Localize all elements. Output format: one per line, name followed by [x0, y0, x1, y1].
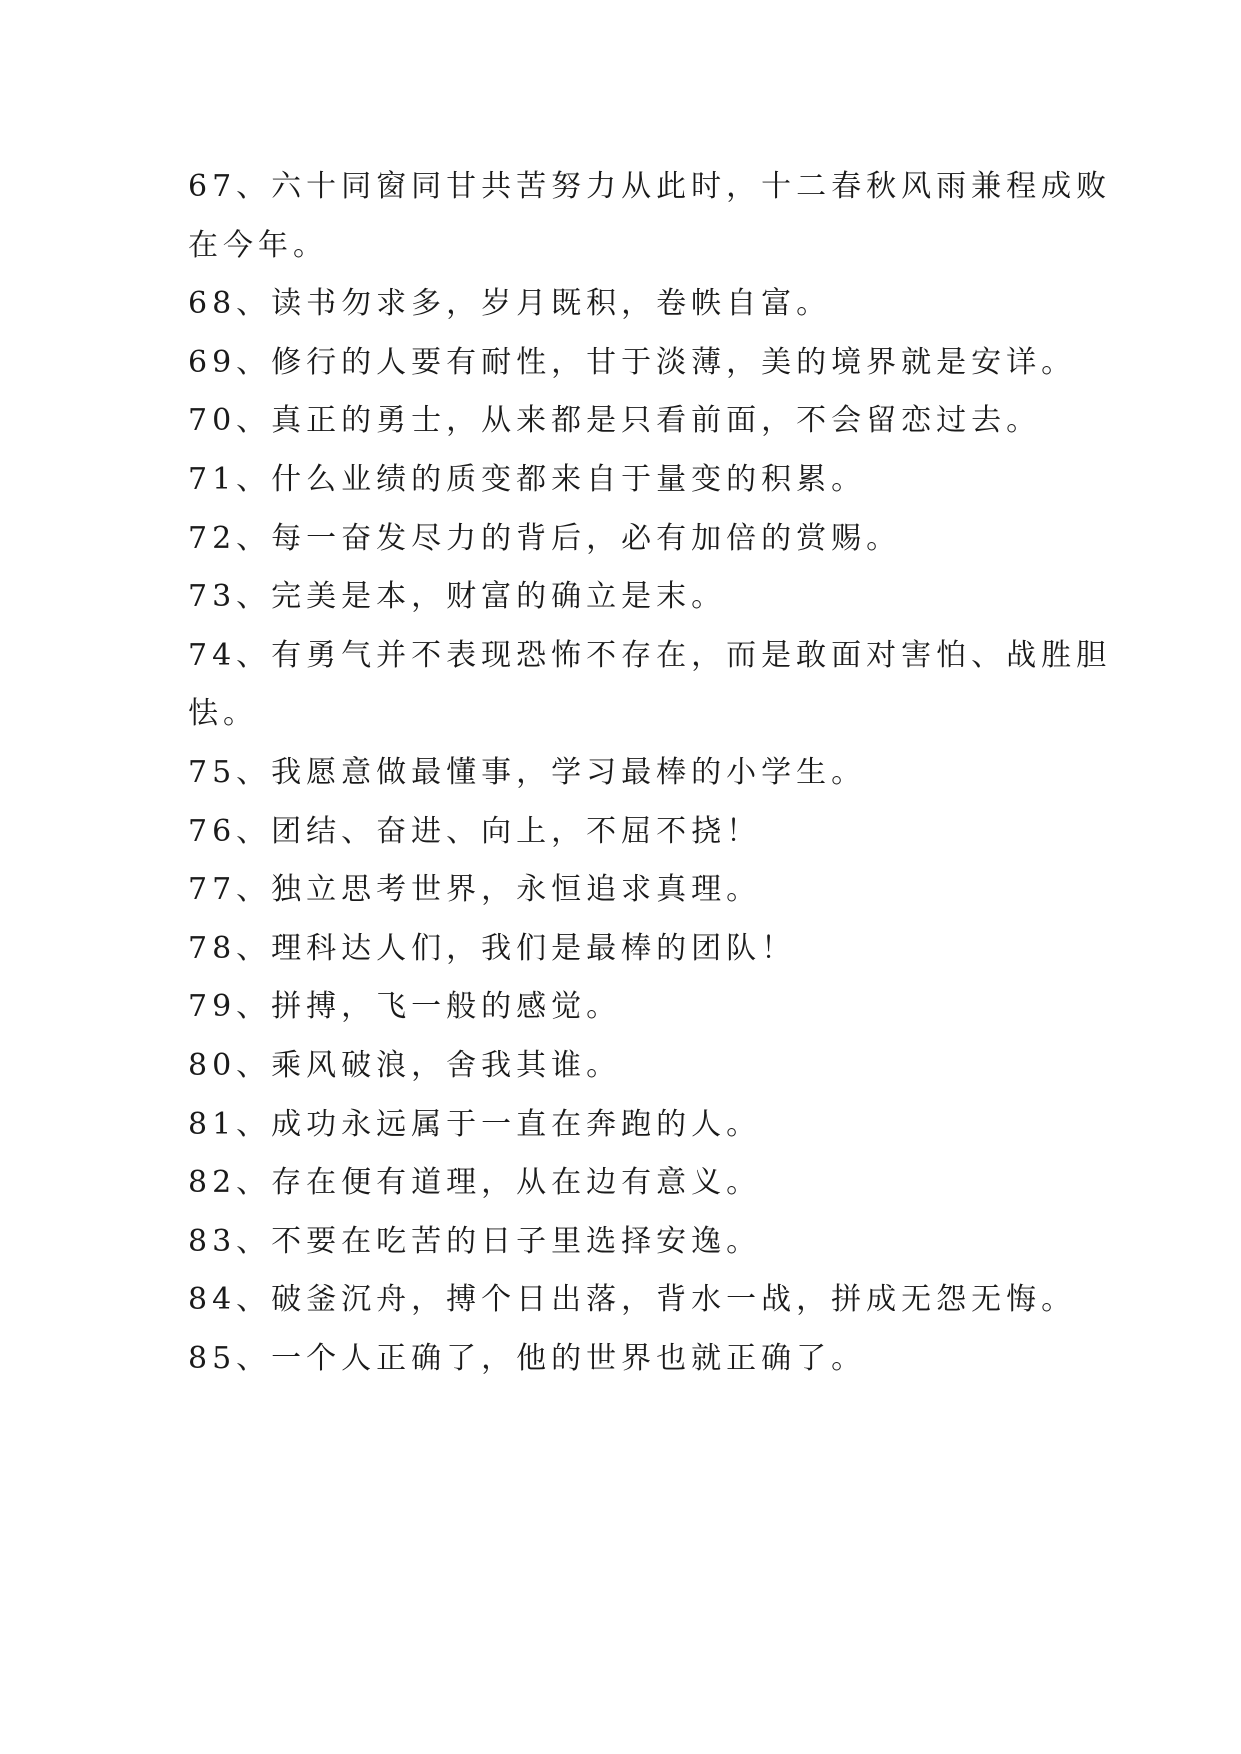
text-line: 79、拼搏，飞一般的感觉。: [188, 989, 622, 1025]
text-line: 84、破釜沉舟，搏个日出落，背水一战，拼成无怨无悔。: [188, 1282, 1077, 1318]
text-line: 71、什么业绩的质变都来自于量变的积累。: [188, 461, 867, 497]
text-line: 81、成功永远属于一直在奔跑的人。: [188, 1106, 762, 1142]
text-line: 69、修行的人要有耐性，甘于淡薄，美的境界就是安详。: [188, 344, 1077, 380]
text-line: 67、六十同窗同甘共苦努力从此时，十二春秋风雨兼程成败: [188, 169, 1112, 204]
text-line: 70、真正的勇士，从来都是只看前面，不会留恋过去。: [188, 403, 1042, 439]
text-line: 在今年。: [188, 227, 328, 263]
text-line: 75、我愿意做最懂事，学习最棒的小学生。: [188, 754, 867, 790]
text-line: 74、有勇气并不表现恐怖不存在，而是敢面对害怕、战胜胆: [188, 637, 1112, 673]
text-line: 85、一个人正确了，他的世界也就正确了。: [188, 1340, 867, 1376]
text-line: 72、每一奋发尽力的背后，必有加倍的赏赐。: [188, 520, 902, 556]
text-line: 怯。: [188, 696, 258, 732]
text-line: 77、独立思考世界，永恒追求真理。: [188, 872, 762, 908]
text-line: 68、读书勿求多，岁月既积，卷帙自富。: [188, 286, 832, 322]
document-body: [188, 158, 1112, 1388]
text-line: 78、理科达人们，我们是最棒的团队！: [188, 930, 797, 966]
text-line: 80、乘风破浪，舍我其谁。: [188, 1047, 622, 1083]
text-line: 73、完美是本，财富的确立是末。: [188, 579, 727, 615]
text-line: 83、不要在吃苦的日子里选择安逸。: [188, 1223, 762, 1259]
text-line: 82、存在便有道理，从在边有意义。: [188, 1165, 762, 1201]
text-line: 76、团结、奋进、向上，不屈不挠！: [188, 813, 762, 849]
